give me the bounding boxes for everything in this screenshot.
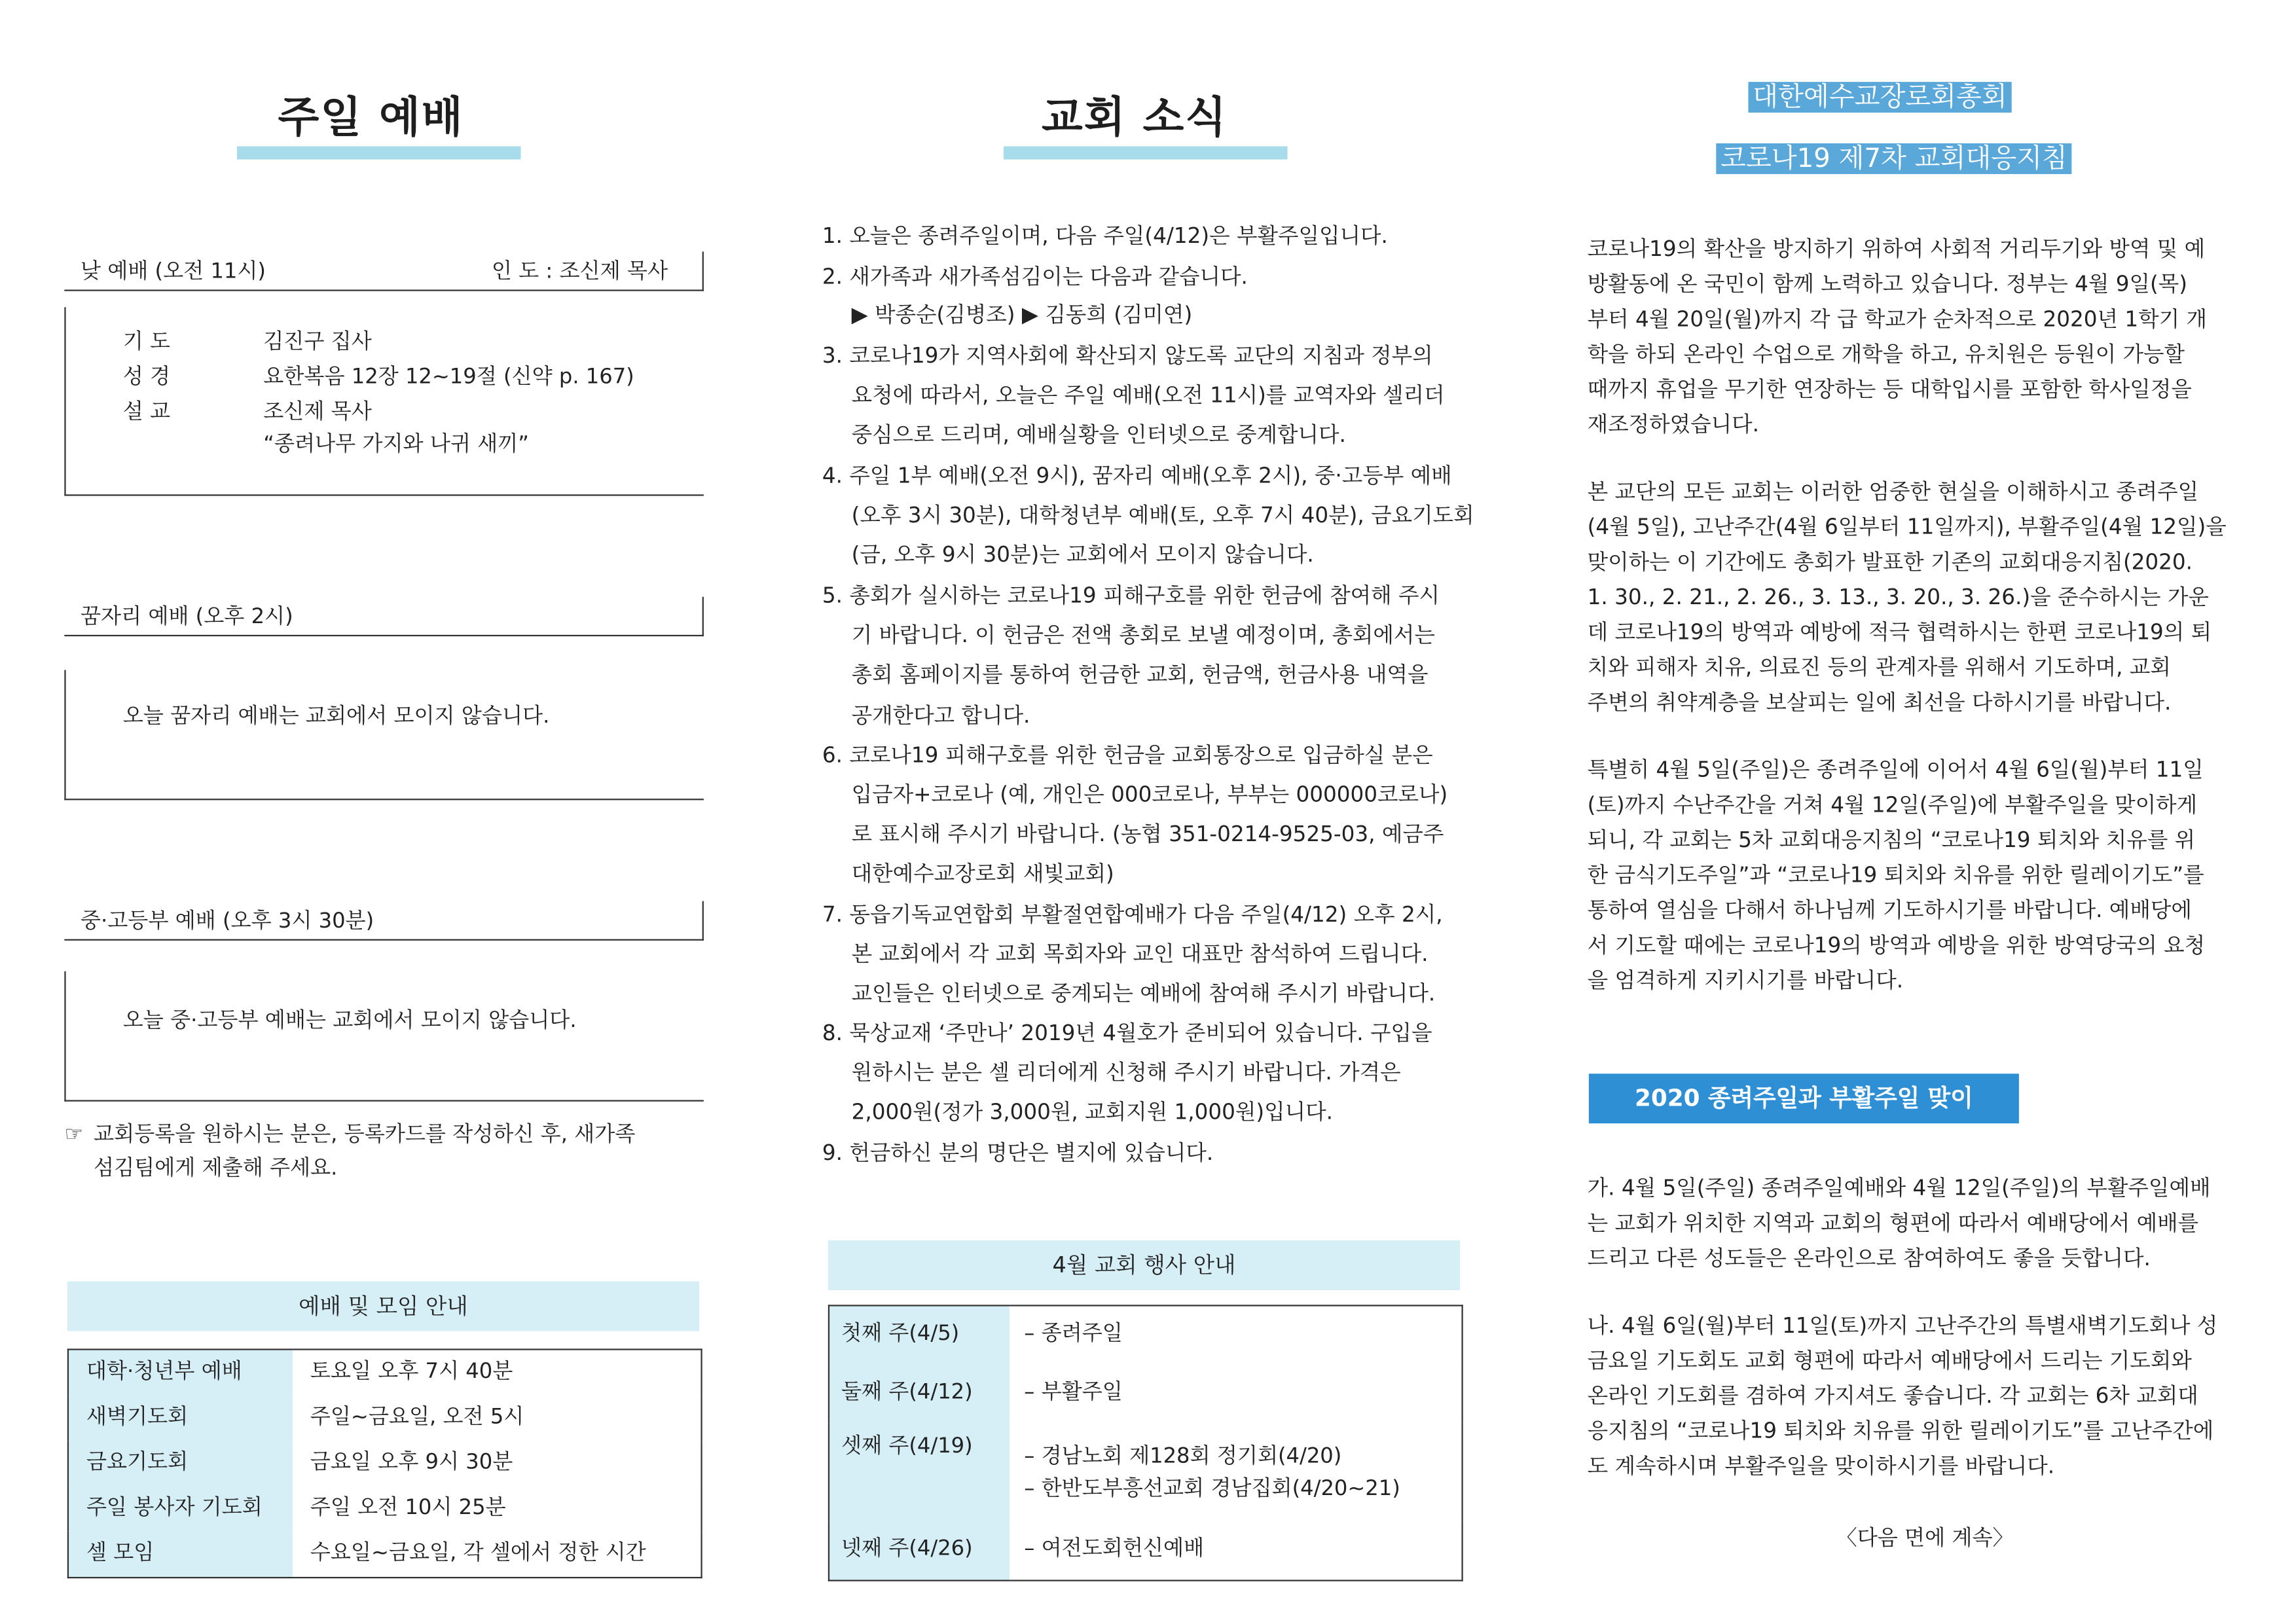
para4-line: 가. 4월 5일(주일) 종려주일예배와 4월 12일(주일)의 부활주일예배 [1587, 1176, 2211, 1201]
news-title: 교회 소식 [1042, 92, 1228, 142]
notice-line: ▶ 박종순(김병조) ▶ 김동희 (김미연) [851, 302, 1193, 328]
morning-worship-heading: 낮 예배 (오전 11시) [80, 260, 266, 284]
schedule-row [68, 1532, 702, 1578]
easter-subheading: 2020 종려주일과 부활주일 맞이 [1589, 1074, 2019, 1123]
event-row [829, 1305, 1463, 1365]
kids-worship-heading: 꿈자리 예배 (오후 2시) [80, 605, 293, 629]
continued-note: 〈다음 면에 계속〉 [1836, 1527, 2014, 1551]
notice-line: 7. 동읍기독교연합회 부활절연합예배가 다음 주일(4/12) 오후 2시, [822, 902, 1443, 928]
notice-line: 요청에 따라서, 오늘은 주일 예배(오전 11시)를 교역자와 셀리더 [851, 383, 1445, 408]
kids-worship-box-right [64, 597, 704, 636]
para5-line: 금요일 기도회도 교회 형편에 따라서 예배당에서 드리는 기도회와 [1587, 1348, 2192, 1374]
notice-line: 본 교회에서 각 교회 목회자와 교인 대표만 참석하여 드립니다. [851, 942, 1429, 967]
schedule-row-name: 대학·청년부 예배 [68, 1350, 293, 1396]
schedule-row-name: 새벽기도회 [68, 1396, 293, 1441]
para1-line: 코로나19의 확산을 방지하기 위하여 사회적 거리두기와 방역 및 예 [1587, 237, 2206, 262]
para1-line: 방활동에 온 국민이 함께 노력하고 있습니다. 정부는 4월 9일(목) [1587, 272, 2188, 297]
worship-title: 주일 예배 [278, 92, 464, 142]
schedule-row-time: 수요일~금요일, 각 셀에서 정한 시간 [310, 1542, 646, 1565]
guideline-header-line1: 대한예수교장로회총회 [1748, 82, 2011, 113]
para5-line: 온라인 기도회를 겸하여 가지셔도 좋습니다. 각 교회는 6차 교회대 [1587, 1384, 2198, 1409]
para2-line: 주변의 취약계층을 보살피는 일에 최선을 다하시기를 바랍니다. [1587, 690, 2172, 715]
event-week: 셋째 주(4/19) [829, 1423, 1010, 1521]
notice-line: 교인들은 인터넷으로 중계되는 예배에 참여해 주시기 바랍니다. [851, 981, 1436, 1007]
notice-line: 6. 코로나19 피해구호를 위한 헌금을 교회통장으로 입금하실 분은 [822, 743, 1433, 768]
para3-line: 을 엄격하게 지키시기를 바랍니다. [1587, 968, 1904, 994]
notice-line: 2,000원(정가 3,000원, 교회지원 1,000원)입니다. [851, 1100, 1334, 1125]
news-title-underline [1004, 146, 1288, 159]
schedule-row [68, 1486, 702, 1531]
notice-line: 3. 코로나19가 지역사회에 확산되지 않도록 교단의 지침과 정부의 [822, 344, 1433, 369]
notice-line: 총회 홈페이지를 통하여 헌금한 교회, 헌금액, 헌금사용 내역을 [851, 662, 1429, 688]
para4-line: 드리고 다른 성도들은 온라인으로 참여하여도 좋을 듯합니다. [1587, 1246, 2151, 1271]
youth-worship-box-right [64, 901, 704, 941]
event-item: – 부활주일 [1024, 1381, 1123, 1405]
notice-line: 9. 헌금하신 분의 명단은 별지에 있습니다. [822, 1141, 1214, 1166]
para4-line: 는 교회가 위치한 지역과 교회의 형편에 따라서 예배당에서 예배를 [1587, 1211, 2199, 1236]
event-item: – 여전도회헌신예배 [1024, 1538, 1205, 1562]
schedule-row-time: 주일 오전 10시 25분 [310, 1496, 506, 1520]
sermon-label: 설 교 [122, 401, 171, 425]
schedule-row [68, 1396, 702, 1441]
schedule-row-name: 금요기도회 [68, 1441, 293, 1486]
para2-line: 맞이하는 이 기간에도 총회가 발표한 기존의 교회대응지침(2020. [1587, 550, 2193, 575]
schedule-table [67, 1348, 702, 1578]
schedule-row [68, 1441, 702, 1486]
para1-line: 때까지 휴업을 무기한 연장하는 등 대학입시를 포함한 학사일정을 [1587, 377, 2192, 403]
scripture-value: 요한복음 12장 12~19절 (신약 p. 167) [263, 365, 634, 389]
event-item: – 한반도부흥선교회 경남집회(4/20~21) [1024, 1476, 1400, 1500]
register-note-line1: 교회등록을 원하시는 분은, 등록카드를 작성하신 후, 새가족 [94, 1123, 636, 1147]
event-row [829, 1423, 1463, 1521]
para1-line: 재조정하였습니다. [1587, 412, 1760, 438]
para5-line: 나. 4월 6일(월)부터 11일(토)까지 고난주간의 특별새벽기도회나 성 [1587, 1313, 2218, 1339]
event-item: – 종려주일 [1024, 1322, 1123, 1346]
para1-line: 학을 하되 온라인 수업으로 개학을 하고, 유치원은 등원이 가능할 [1587, 342, 2185, 367]
event-week: 넷째 주(4/26) [829, 1521, 1010, 1581]
event-item: – 경남노회 제128회 정기회(4/20) [1024, 1444, 1342, 1468]
kids-worship-notice: 오늘 꿈자리 예배는 교회에서 모이지 않습니다. [122, 705, 550, 729]
notice-line: 4. 주일 1부 예배(오전 9시), 꿈자리 예배(오후 2시), 중·고등부 예배 [822, 463, 1452, 489]
notice-line: 입금자+코로나 (예, 개인은 000코로나, 부부는 000000코로나) [851, 782, 1448, 808]
para3-line: 통하여 열심을 다해서 하나님께 기도하시기를 바랍니다. 예배당에 [1587, 898, 2192, 924]
kids-worship-box-left [64, 670, 704, 800]
schedule-row-name: 주일 봉사자 기도회 [68, 1486, 293, 1531]
notice-line: 원하시는 분은 셀 리더에게 신청해 주시기 바랍니다. 가격은 [851, 1060, 1401, 1086]
event-row [829, 1365, 1463, 1423]
sermon-title: “종려나무 가지와 나귀 새끼” [263, 433, 529, 457]
youth-worship-box-left [64, 971, 704, 1102]
notice-line: 8. 묵상교재 ‘주만나’ 2019년 4월호가 준비되어 있습니다. 구입을 [822, 1020, 1432, 1046]
morning-worship-box-right [64, 251, 704, 291]
event-week: 첫째 주(4/5) [829, 1305, 1010, 1365]
events-table-title: 4월 교회 행사 안내 [828, 1240, 1460, 1290]
prayer-value: 김진구 집사 [263, 331, 372, 354]
para3-line: 되니, 각 교회는 5차 교회대응지침의 “코로나19 퇴치와 치유를 위 [1587, 827, 2196, 853]
guideline-header-line2: 코로나19 제7차 교회대응지침 [1716, 143, 2071, 174]
scripture-label: 성 경 [122, 365, 171, 389]
para3-line: 한 금식기도주일”과 “코로나19 퇴치와 치유를 위한 릴레이기도”를 [1587, 863, 2204, 888]
notice-line: 공개한다고 합니다. [851, 703, 1030, 729]
notice-line: 대한예수교장로회 새빛교회) [851, 861, 1114, 887]
register-note-line2: 섬김팀에게 제출해 주세요. [94, 1157, 338, 1181]
para3-line: 특별히 4월 5일(주일)은 종려주일에 이어서 4월 6일(월)부터 11일 [1587, 757, 2204, 783]
events-table [828, 1305, 1463, 1581]
youth-worship-heading: 중·고등부 예배 (오후 3시 30분) [80, 909, 374, 933]
para2-line: 데 코로나19의 방역과 예방에 적극 협력하시는 한편 코로나19의 퇴 [1587, 620, 2212, 645]
para3-line: (토)까지 수난주간을 거쳐 4월 12일(주일)에 부활주일을 맞이하게 [1587, 793, 2198, 818]
pointing-hand-icon: ☞ [64, 1123, 84, 1147]
para2-line: 본 교단의 모든 교회는 이러한 엄중한 현실을 이해하시고 종려주일 [1587, 479, 2199, 505]
schedule-row-time: 금요일 오후 9시 30분 [310, 1451, 513, 1475]
youth-worship-notice: 오늘 중·고등부 예배는 교회에서 모이지 않습니다. [122, 1009, 577, 1033]
notice-line: 1. 오늘은 종려주일이며, 다음 주일(4/12)은 부활주일입니다. [822, 223, 1388, 249]
para2-line: 치와 피해자 치유, 의료진 등의 관계자를 위해서 기도하며, 교회 [1587, 655, 2171, 681]
worship-title-underline [237, 146, 521, 159]
schedule-row-time: 토요일 오후 7시 40분 [310, 1360, 513, 1384]
para2-line: 1. 30., 2. 21., 2. 26., 3. 13., 3. 20., 3. 26.)을 준수하시는 가운 [1587, 585, 2209, 610]
para3-line: 서 기도할 때에는 코로나19의 방역과 예방을 위한 방역당국의 요청 [1587, 933, 2206, 958]
notice-line: 5. 총회가 실시하는 코로나19 피해구호를 위한 헌금에 참여해 주시 [822, 583, 1440, 609]
para5-line: 도 계속하시며 부활주일을 맞이하시기를 바랍니다. [1587, 1454, 2055, 1479]
notice-line: 2. 새가족과 새가족섬김이는 다음과 같습니다. [822, 264, 1248, 290]
schedule-row [68, 1350, 702, 1396]
notice-line: (금, 오후 9시 30분)는 교회에서 모이지 않습니다. [851, 543, 1314, 568]
notice-line: 중심으로 드리며, 예배실황을 인터넷으로 중계합니다. [851, 422, 1346, 448]
para5-line: 응지침의 “코로나19 퇴치와 치유를 위한 릴레이기도”를 고난주간에 [1587, 1418, 2214, 1444]
notice-line: (오후 3시 30분), 대학청년부 예배(토, 오후 7시 40분), 금요기도회 [851, 503, 1474, 528]
event-week: 둘째 주(4/12) [829, 1365, 1010, 1423]
notice-line: 로 표시해 주시기 바랍니다. (농협 351-0214-9525-03, 예금주 [851, 821, 1444, 847]
morning-worship-leader: 인 도 : 조신제 목사 [491, 260, 668, 284]
sermon-preacher: 조신제 목사 [263, 401, 372, 425]
para1-line: 부터 4월 20일(월)까지 각 급 학교가 순차적으로 2020년 1학기 개 [1587, 307, 2207, 333]
schedule-row-name: 셀 모임 [68, 1532, 293, 1578]
schedule-row-time: 주일~금요일, 오전 5시 [310, 1405, 524, 1429]
notice-line: 기 바랍니다. 이 헌금은 전액 총회로 보낼 예정이며, 총회에서는 [851, 623, 1435, 648]
para2-line: (4월 5일), 고난주간(4월 6일부터 11일까지), 부활주일(4월 12일)을 [1587, 514, 2227, 540]
event-row [829, 1521, 1463, 1581]
schedule-table-title: 예배 및 모임 안내 [67, 1282, 699, 1331]
prayer-label: 기 도 [122, 331, 171, 354]
